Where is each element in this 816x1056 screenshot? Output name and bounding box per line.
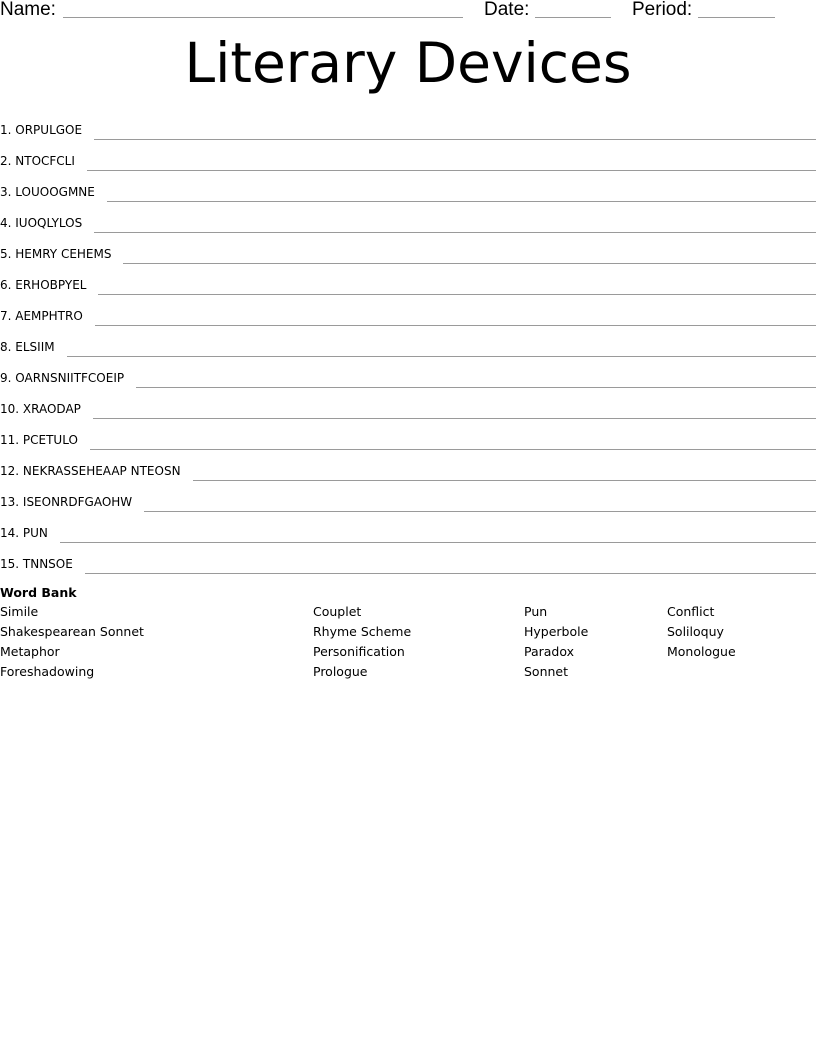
answer-line[interactable]: [67, 356, 816, 357]
answer-line[interactable]: [136, 387, 816, 388]
word-bank-term: Sonnet: [524, 664, 569, 679]
word-bank-term: Personification: [313, 644, 405, 659]
scrambled-word: 14. PUN: [0, 526, 48, 540]
word-bank-row: [0, 622, 816, 642]
question-row: [0, 142, 816, 173]
scrambled-word: 7. AEMPHTRO: [0, 309, 83, 323]
word-bank-term: Prologue: [313, 664, 368, 679]
worksheet-header: [0, 0, 816, 24]
word-bank: [0, 584, 816, 682]
word-bank-term: Paradox: [524, 644, 575, 659]
question-row: [0, 297, 816, 328]
answer-line[interactable]: [98, 294, 816, 295]
scrambled-word: 6. ERHOBPYEL: [0, 278, 87, 292]
word-bank-term: Metaphor: [0, 644, 60, 659]
answer-line[interactable]: [95, 325, 816, 326]
question-row: [0, 173, 816, 204]
word-bank-term: Shakespearean Sonnet: [0, 624, 144, 639]
scrambled-word: 2. NTOCFCLI: [0, 154, 75, 168]
question-row: [0, 483, 816, 514]
word-bank-term: Monologue: [667, 644, 736, 659]
date-blank-line: [535, 17, 611, 18]
answer-line[interactable]: [94, 139, 816, 140]
question-row: [0, 266, 816, 297]
scrambled-word: 9. OARNSNIITFCOEIP: [0, 371, 125, 385]
scrambled-word: 3. LOUOOGMNE: [0, 185, 95, 199]
answer-line[interactable]: [90, 449, 816, 450]
question-row: [0, 452, 816, 483]
answer-line[interactable]: [60, 542, 816, 543]
word-bank-term: Soliloquy: [667, 624, 724, 639]
answer-line[interactable]: [144, 511, 816, 512]
name-label: Name:: [0, 0, 56, 20]
word-bank-term: Foreshadowing: [0, 664, 95, 679]
scrambled-word: 13. ISEONRDFGAOHW: [0, 495, 133, 509]
period-blank-line: [698, 17, 775, 18]
question-row: [0, 359, 816, 390]
question-row: [0, 421, 816, 452]
question-row: [0, 235, 816, 266]
scrambled-word: 8. ELSIIM: [0, 340, 55, 354]
page-title: Literary Devices: [184, 31, 632, 95]
answer-line[interactable]: [107, 201, 816, 202]
name-blank-line: [63, 17, 463, 18]
question-row: [0, 204, 816, 235]
answer-line[interactable]: [123, 263, 816, 264]
word-bank-term: Couplet: [313, 604, 362, 619]
answer-line[interactable]: [87, 170, 816, 171]
scrambled-word: 15. TNNSOE: [0, 557, 73, 571]
date-label: Date:: [484, 0, 530, 20]
question-row: [0, 328, 816, 359]
question-row: [0, 111, 816, 142]
word-bank-row: [0, 662, 816, 682]
word-bank-term: Pun: [524, 604, 548, 619]
answer-line[interactable]: [193, 480, 816, 481]
question-list: [0, 111, 816, 576]
word-bank-term: Rhyme Scheme: [313, 624, 412, 639]
word-bank-title: Word Bank: [0, 585, 77, 600]
answer-line[interactable]: [94, 232, 816, 233]
question-row: [0, 390, 816, 421]
scrambled-word: 12. NEKRASSEHEAAP NTEOSN: [0, 464, 181, 478]
scrambled-word: 1. ORPULGOE: [0, 123, 83, 137]
scrambled-word: 4. IUOQLYLOS: [0, 216, 83, 230]
question-row: [0, 514, 816, 545]
answer-line[interactable]: [93, 418, 816, 419]
answer-line[interactable]: [85, 573, 816, 574]
word-bank-term: Hyperbole: [524, 624, 589, 639]
period-label: Period:: [632, 0, 693, 20]
scrambled-word: 10. XRAODAP: [0, 402, 81, 416]
word-bank-term: Conflict: [667, 604, 715, 619]
word-bank-row: [0, 642, 816, 662]
word-bank-term: Simile: [0, 604, 39, 619]
word-bank-row: [0, 602, 816, 622]
scrambled-word: 5. HEMRY CEHEMS: [0, 247, 112, 261]
question-row: [0, 545, 816, 576]
scrambled-word: 11. PCETULO: [0, 433, 78, 447]
